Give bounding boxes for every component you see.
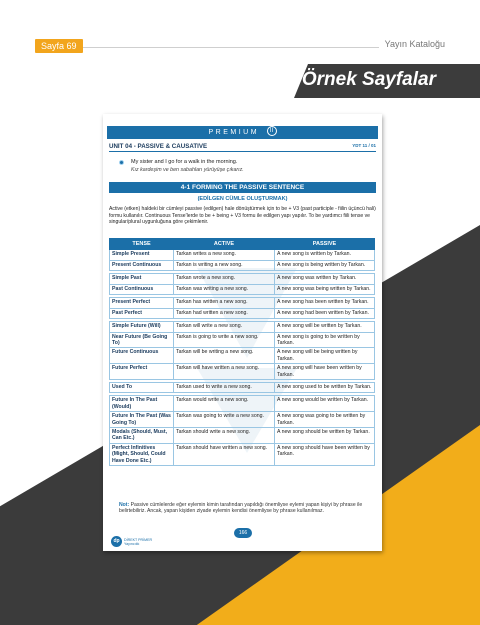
table-row <box>110 443 375 465</box>
note <box>119 502 369 515</box>
table-cell-tense: Past Perfect <box>110 308 174 319</box>
table-cell-passive: A new song is being written by Tarkan. <box>275 260 375 271</box>
example-turkish: Kız kardeşim ve ben sabahları yürüyüşe çıkarız. <box>131 167 244 173</box>
table-cell-passive: A new song has been written by Tarkan. <box>275 298 375 309</box>
banner-title: Örnek Sayfalar <box>301 69 436 90</box>
header-active: ACTIVE <box>174 239 275 250</box>
table-cell-tense: Present Perfect <box>110 298 174 309</box>
table-cell-active: Tarkan would write a new song. <box>174 396 275 412</box>
table-cell-passive: A new song used to be written by Tarkan. <box>275 382 375 393</box>
table-row <box>110 396 375 412</box>
table-row <box>110 308 375 319</box>
premium-bar <box>107 126 378 139</box>
table-cell-active: Tarkan writes a new song. <box>174 250 275 261</box>
table-header-row <box>110 239 375 250</box>
table-cell-tense: Future In The Past (Would) <box>110 396 174 412</box>
table-cell-tense: Simple Past <box>110 274 174 285</box>
table-cell-tense: Used To <box>110 382 174 393</box>
table-cell-active: Tarkan will write a new song. <box>174 322 275 333</box>
table-cell-active: Tarkan was writing a new song. <box>174 284 275 295</box>
brand-text <box>124 538 152 546</box>
table-cell-tense: Present Continuous <box>110 260 174 271</box>
table-row <box>110 274 375 285</box>
table-cell-passive: A new song was going to be written by Tarkan. <box>275 412 375 428</box>
table-cell-active: Tarkan has written a new song. <box>174 298 275 309</box>
table-cell-tense: Future Perfect <box>110 364 174 380</box>
table-cell-tense: Simple Present <box>110 250 174 261</box>
note-text: Passive cümlelerde eğer eylemin kimin tarafından yapıldığı önemliyse eylemi yapan kişiyi by phrase ile belirtebiliriz. Ancak, yapan kişiden ziyade eylemin kendisi önemliyse by phrase kullanılmaz. <box>119 502 363 515</box>
table-cell-tense: Modals (Should, Must, Can Etc.) <box>110 428 174 444</box>
unit-code: YDT 11 / 01 <box>352 143 376 148</box>
table-row <box>110 298 375 309</box>
table-cell-active: Tarkan is going to write a new song. <box>174 332 275 348</box>
table-cell-passive: A new song will be being written by Tarkan. <box>275 348 375 364</box>
table-cell-passive: A new song was written by Tarkan. <box>275 274 375 285</box>
brand-line1: DİREKT PRİMER <box>124 537 153 542</box>
table-cell-tense: Perfect Infinitives (Might, Should, Could Have Done Etc.) <box>110 443 174 465</box>
bullet-icon <box>119 160 124 165</box>
unit-title: UNIT 04 - PASSIVE & CAUSATIVE <box>109 143 208 150</box>
table-row <box>110 412 375 428</box>
header-tense: TENSE <box>110 239 174 250</box>
brand <box>111 536 152 547</box>
table-cell-active: Tarkan had written a new song. <box>174 308 275 319</box>
table-row <box>110 250 375 261</box>
intro-paragraph: Active (etken) haldeki bir cümleyi passive (edilgen) hale dönüştürmek için to be + V3 (past participle - fiilin üçüncü hali) formu kullanılır. Continuous Tense'lerde to be + being + V3 formu ile edilgen yapı yapılır. To be yardımcı fiili tense ve singular/plural uygunluğuna göre çekimlenir. <box>109 206 376 226</box>
table-cell-active: Tarkan was going to write a new song. <box>174 412 275 428</box>
table-row <box>110 348 375 364</box>
table-cell-active: Tarkan will have written a new song. <box>174 364 275 380</box>
table-cell-active: Tarkan used to write a new song. <box>174 382 275 393</box>
page-number: 166 <box>234 528 252 538</box>
table-cell-active: Tarkan should have written a new song. <box>174 443 275 465</box>
tense-table <box>109 238 375 466</box>
brand-logo-icon: dp <box>111 536 122 547</box>
sample-page-content <box>107 118 378 547</box>
table-cell-passive: A new song will have been written by Tarkan. <box>275 364 375 380</box>
table-row <box>110 332 375 348</box>
table-cell-passive: A new song would be written by Tarkan. <box>275 396 375 412</box>
table-row <box>110 322 375 333</box>
premium-label: PREMIUM <box>208 129 260 136</box>
table-row <box>110 382 375 393</box>
table-row <box>110 428 375 444</box>
table-cell-tense: Future In The Past (Was Going To) <box>110 412 174 428</box>
table-row <box>110 260 375 271</box>
premium-number: II <box>267 126 277 136</box>
page-badge: Sayfa 69 <box>35 39 83 53</box>
table-cell-tense: Near Future (Be Going To) <box>110 332 174 348</box>
table-cell-active: Tarkan wrote a new song. <box>174 274 275 285</box>
table-cell-active: Tarkan will be writing a new song. <box>174 348 275 364</box>
example-english: My sister and I go for a walk in the morning. <box>131 159 238 165</box>
table-cell-passive: A new song will be written by Tarkan. <box>275 322 375 333</box>
table-cell-passive: A new song had been written by Tarkan. <box>275 308 375 319</box>
table-cell-passive: A new song was being written by Tarkan. <box>275 284 375 295</box>
table-cell-tense: Future Continuous <box>110 348 174 364</box>
example-sentence <box>121 159 361 173</box>
note-label: Not: <box>119 502 130 508</box>
table-cell-passive: A new song should be written by Tarkan. <box>275 428 375 444</box>
section-subtitle: (EDİLGEN CÜMLE OLUŞTURMAK) <box>197 196 288 202</box>
sample-page <box>103 114 382 551</box>
unit-divider <box>109 151 376 152</box>
section-title: 4-1 FORMING THE PASSIVE SENTENCE <box>109 182 376 193</box>
table-cell-passive: A new song should have been written by Tarkan. <box>275 443 375 465</box>
header-passive: PASSIVE <box>275 239 375 250</box>
table-body <box>110 250 375 466</box>
table-cell-tense: Simple Future (Will) <box>110 322 174 333</box>
table-cell-active: Tarkan is writing a new song. <box>174 260 275 271</box>
table-row <box>110 364 375 380</box>
catalog-label: Yayın Kataloğu <box>379 39 445 49</box>
brand-line2: Yayıncılık <box>124 541 140 546</box>
table-cell-passive: A new song is going to be written by Tarkan. <box>275 332 375 348</box>
table-cell-passive: A new song is written by Tarkan. <box>275 250 375 261</box>
table-cell-tense: Past Continuous <box>110 284 174 295</box>
table-row <box>110 284 375 295</box>
table-cell-active: Tarkan should write a new song. <box>174 428 275 444</box>
